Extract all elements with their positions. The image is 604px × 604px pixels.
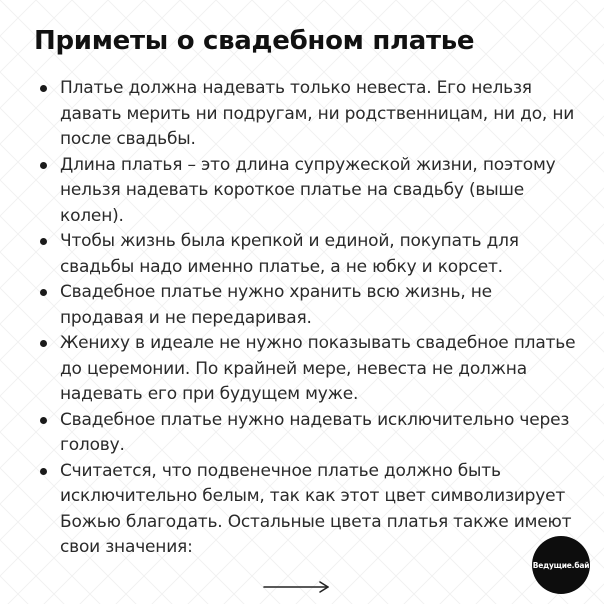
bullet-icon <box>40 238 47 245</box>
list-item-text: Свадебное платье нужно надевать исключительно через голову. <box>60 409 570 455</box>
bullet-icon <box>40 417 47 424</box>
list-item <box>38 153 578 230</box>
list-item-text: Чтобы жизнь была крепкой и единой, покупать для свадьбы надо именно платье, а не юбку и корсет. <box>60 231 519 277</box>
post-title: Приметы о свадебном платье <box>34 26 475 56</box>
list-item <box>38 331 578 408</box>
bullet-icon <box>40 289 47 296</box>
list-item <box>38 408 578 459</box>
brand-badge-text: Ведущие.бай <box>532 560 590 570</box>
list-item-text: Считается, что подвенечное платье должно быть исключительно белым, так как этот цвет символизирует Божью благодать. Остальные цвета платья также имеют свои значения: <box>60 460 572 557</box>
arrow-right-icon[interactable] <box>262 580 332 594</box>
list-item <box>38 280 578 331</box>
list-item-text: Длина платья – это длина супружеской жизни, поэтому нельзя надевать короткое платье на свадьбу (выше колен). <box>60 154 556 226</box>
list-item <box>38 459 578 561</box>
signs-list <box>38 76 578 561</box>
list-item-text: Платье должна надевать только невеста. Его нельзя давать мерить ни подругам, ни родственницам, ни до, ни после свадьбы. <box>60 78 575 149</box>
bullet-icon <box>40 468 47 475</box>
list-item-text: Свадебное платье нужно хранить всю жизнь, не продавая и не передаривая. <box>60 282 492 328</box>
bullet-icon <box>40 162 47 169</box>
bullet-icon <box>40 340 47 347</box>
bullet-icon <box>40 85 47 92</box>
brand-badge <box>532 536 590 594</box>
list-item <box>38 229 578 280</box>
list-item <box>38 76 578 153</box>
list-item-text: Жениху в идеале не нужно показывать свадебное платье до церемонии. По крайней мере, невеста не должна надевать его при будущем муже. <box>60 333 576 404</box>
